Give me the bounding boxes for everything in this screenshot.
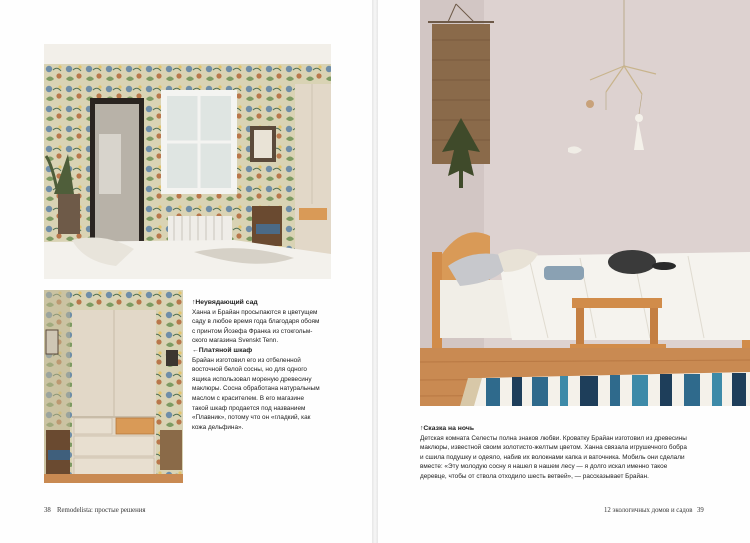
caption-nursery	[420, 424, 716, 482]
caption-line: Брайан изготовил его из отбеленной	[192, 356, 301, 364]
caption-line: ящика использовал мореную древесину	[192, 375, 312, 383]
caption-line: восточной белой сосны, но для одного	[192, 366, 307, 374]
caption-heading: ↑Сказка на ночь	[420, 425, 475, 432]
caption-heading: ↑Неувядающий сад	[192, 299, 258, 306]
caption-line: вместе: «Эту молодую сосну я нашел в нашем лесу — я долго искал именно такое	[420, 463, 668, 471]
caption-line: деревце, чтобы от ствола отходило шесть ветвей», — рассказывает Брайан.	[420, 472, 649, 480]
left-page	[0, 0, 372, 543]
caption-line: с принтом Йозефа Франка из стокгольм-	[192, 327, 313, 335]
caption-heading: ←Платяной шкаф	[192, 347, 253, 354]
caption-line: и сшила подушку и одеяло, набив их волокнами капка и ваточника. Мобиль они сделали	[420, 453, 685, 461]
wardrobe-photo	[44, 290, 183, 483]
caption-line: Детская комната Селесты полна знаков любви. Кроватку Брайан изготовил из древесины	[420, 434, 687, 442]
caption-line: «Плавник», потому что он «гладкий, как	[192, 414, 311, 422]
caption-line: саду в любое время года благодаря обоям	[192, 318, 320, 326]
caption-line: маклюры, известной своим золотисто-желтым цветом. Ханна связала игрушечного бобра	[420, 444, 687, 452]
nursery-photo	[420, 0, 750, 406]
caption-line: Ханна и Брайан просыпаются в цветущем	[192, 308, 318, 316]
running-title: Remodelista: простые решения	[57, 507, 146, 514]
caption-line: маклюры. Сосна обработана натуральным	[192, 385, 320, 393]
caption-garden	[192, 298, 352, 346]
caption-wardrobe	[192, 346, 352, 432]
caption-line: кожа дельфина».	[192, 423, 244, 431]
page-number: 39	[697, 507, 704, 514]
caption-line: такой шкаф продается под названием	[192, 404, 306, 412]
bedroom-photo	[44, 44, 331, 279]
caption-line: маслом с красителем. В его магазине	[192, 394, 305, 402]
page-number: 38	[44, 507, 51, 514]
running-title: 12 экологичных домов и садов	[604, 507, 693, 514]
caption-line: ского магазина Svenskt Tenn.	[192, 337, 279, 345]
